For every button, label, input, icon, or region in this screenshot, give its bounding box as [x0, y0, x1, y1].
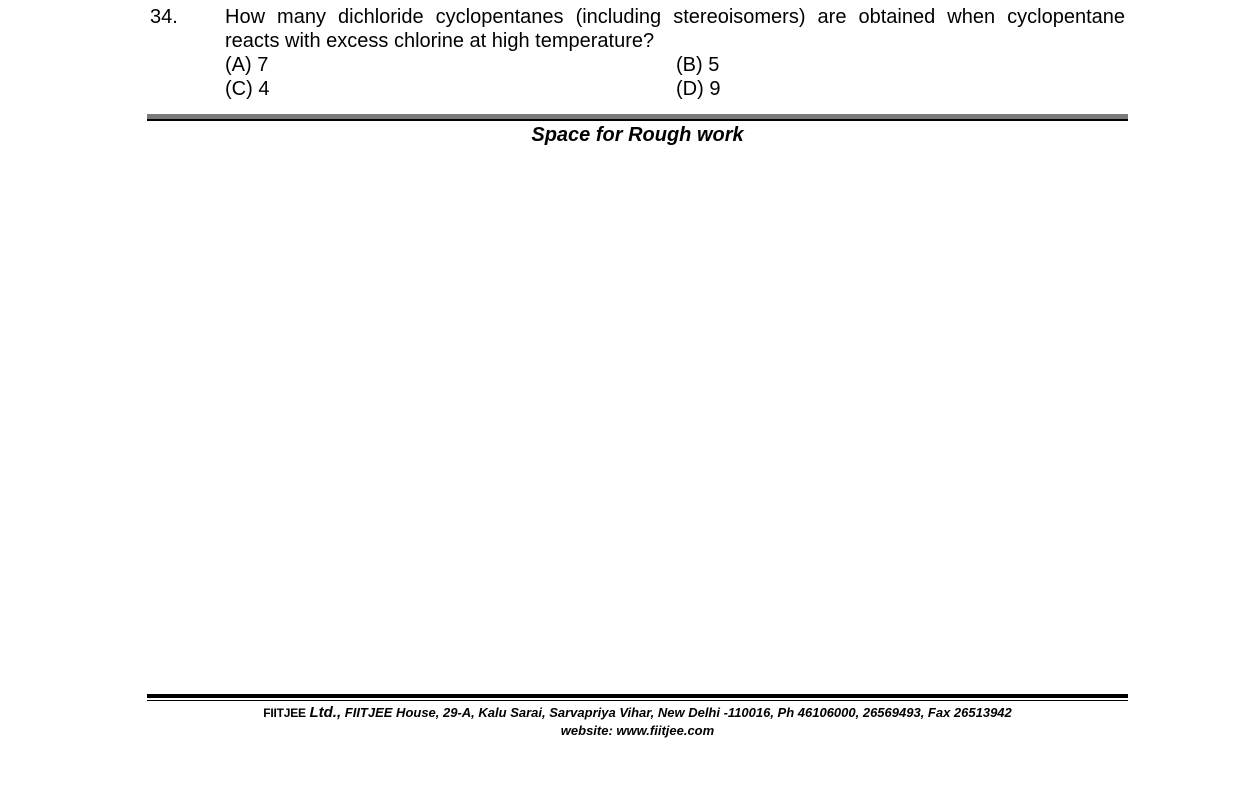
footer [147, 704, 1128, 739]
options-row-2 [225, 77, 1125, 101]
top-divider-thin-line [147, 119, 1128, 121]
option-c: (C) 4 [225, 78, 270, 100]
options-row-1 [225, 53, 1125, 77]
option-d: (D) 9 [676, 78, 721, 100]
footer-address: FIITJEE House, 29-A, Kalu Sarai, Sarvapriya Vihar, New Delhi -110016, Ph 46106000, 26569493, Fax 26513942 [344, 705, 1012, 720]
footer-website: website: www.fiitjee.com [560, 723, 715, 738]
footer-ltd: Ltd., [309, 704, 342, 721]
footer-brand: FIITJEE [263, 706, 306, 720]
bottom-divider [147, 694, 1128, 702]
bottom-divider-thick-line [147, 694, 1128, 698]
options-grid [225, 53, 1125, 101]
question-text: How many dichloride cyclopentanes (including stereoisomers) are obtained when cyclopentane reacts with excess chlorine at high temperature? [225, 6, 1125, 52]
bottom-divider-thin-line [147, 700, 1128, 701]
top-divider [147, 114, 1128, 121]
option-b: (B) 5 [676, 54, 720, 76]
footer-address-line [147, 704, 1128, 722]
question-number: 34. [150, 6, 178, 28]
rough-work-title: Space for Rough work [531, 124, 744, 146]
option-a: (A) 7 [225, 54, 269, 76]
